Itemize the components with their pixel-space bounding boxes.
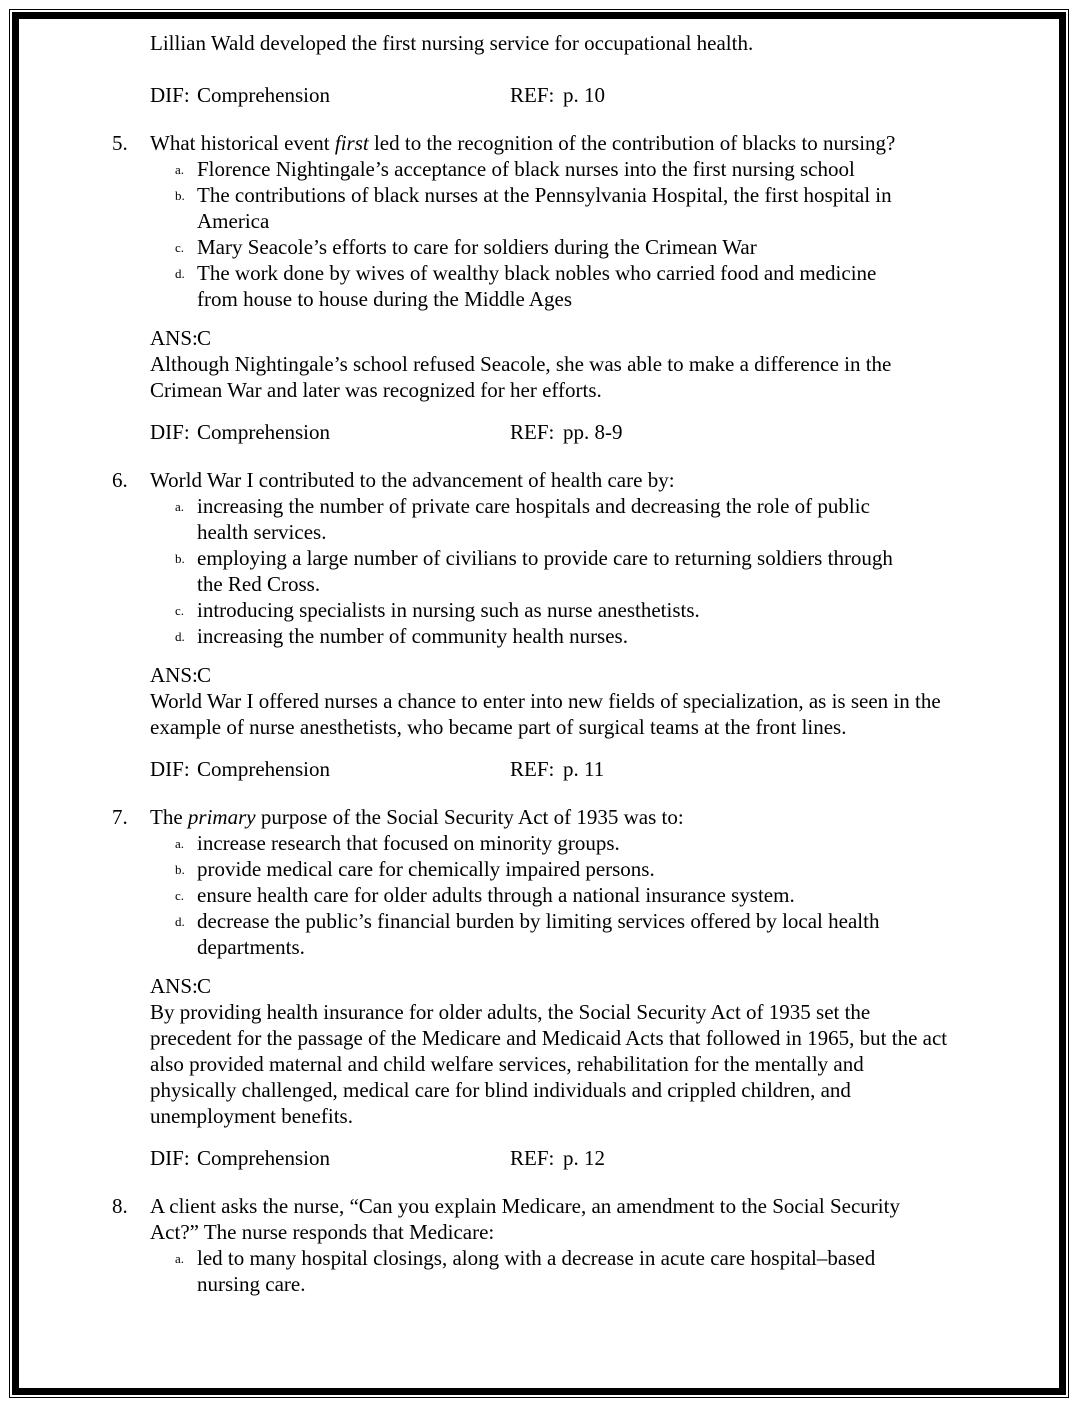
stem-text: A client asks the nurse, “Can you explain Medicare, an amendment to the Social Security Act?” The nurse responds that Medicare: <box>150 1194 900 1244</box>
answer-option-a <box>175 156 1059 182</box>
question-stem-row <box>112 467 1059 493</box>
question-stem-row <box>112 1193 1059 1245</box>
answer-option-a <box>175 493 1059 545</box>
option-letter: a. <box>175 836 185 851</box>
option-text: decrease the public’s financial burden by limiting services offered by local health departments. <box>197 909 880 959</box>
ans-value: C <box>197 326 212 350</box>
question-number: 8. <box>112 1194 128 1218</box>
question-stem <box>150 467 942 493</box>
ref-label: REF: <box>510 1146 555 1170</box>
option-text: The contributions of black nurses at the Pennsylvania Hospital, the first hospital in America <box>197 183 892 233</box>
dif-ref-line <box>150 1145 1059 1171</box>
question-number: 6. <box>112 468 128 492</box>
option-letter: c. <box>175 888 185 903</box>
dif-ref-line <box>150 82 1059 108</box>
stem-text: purpose of the Social Security Act of 1935 was to: <box>255 805 684 829</box>
stem-text: What historical event <box>150 131 335 155</box>
question-stem-row <box>112 130 1059 156</box>
option-letter: d. <box>175 266 185 281</box>
option-text: The work done by wives of wealthy black nobles who carried food and medicine from house to house during the Middle Ages <box>197 261 877 311</box>
option-text: increasing the number of community health nurses. <box>197 624 628 648</box>
dif-label: DIF: <box>150 83 190 107</box>
option-text: led to many hospital closings, along with a decrease in acute care hospital–based nursing care. <box>197 1246 876 1296</box>
option-text: introducing specialists in nursing such as nurse anesthetists. <box>197 598 700 622</box>
answer-option-b <box>175 856 1059 882</box>
stem-italic-text: primary <box>187 805 256 829</box>
ref-value: p. 10 <box>563 83 605 107</box>
dif-label: DIF: <box>150 420 190 444</box>
document-page <box>19 19 1059 1297</box>
question-5 <box>112 130 1059 445</box>
ans-label: ANS: <box>150 663 198 687</box>
dif-ref-line <box>150 756 1059 782</box>
ans-value: C <box>197 663 212 687</box>
dif-ref-line <box>150 419 1059 445</box>
answer-line <box>150 325 1059 351</box>
dif-label: DIF: <box>150 1146 190 1170</box>
question-8 <box>112 1193 1059 1297</box>
option-letter: b. <box>175 188 185 203</box>
rationale-fragment: Lillian Wald developed the first nursing service for occupational health. <box>150 31 754 55</box>
dif-label: DIF: <box>150 757 190 781</box>
option-letter: d. <box>175 629 185 644</box>
stem-text: led to the recognition of the contribution of blacks to nursing? <box>368 131 896 155</box>
dif-value: Comprehension <box>197 420 330 444</box>
answer-option-c <box>175 597 1059 623</box>
question-6 <box>112 467 1059 782</box>
stem-italic-text: first <box>334 131 369 155</box>
option-letter: a. <box>175 499 185 514</box>
option-text: increase research that focused on minority groups. <box>197 831 620 855</box>
question-7 <box>112 804 1059 1171</box>
ans-value: C <box>197 974 212 998</box>
stem-text: The <box>150 805 188 829</box>
ref-label: REF: <box>510 83 555 107</box>
answer-line <box>150 973 1059 999</box>
option-letter: a. <box>175 162 185 177</box>
rationale-text: World War I offered nurses a chance to enter into new fields of specialization, as is seen in the example of nurse anesthetists, who became part of surgical teams at the front lines. <box>150 689 941 739</box>
option-text: employing a large number of civilians to provide care to returning soldiers through the Red Cross. <box>197 546 893 596</box>
question-number: 5. <box>112 131 128 155</box>
ref-value: p. 11 <box>563 757 605 781</box>
dif-value: Comprehension <box>197 83 330 107</box>
rationale-text: By providing health insurance for older adults, the Social Security Act of 1935 set the precedent for the passage of the Medicare and Medicaid Acts that followed in 1965, but the act also provided maternal and child welfare services, rehabilitation for the mentally and physically challenged, medical care for blind individuals and crippled children, and unemployment benefits. <box>150 1000 948 1128</box>
answer-option-c <box>175 234 1059 260</box>
answer-option-a <box>175 830 1059 856</box>
option-text: provide medical care for chemically impaired persons. <box>197 857 655 881</box>
option-letter: a. <box>175 1251 185 1266</box>
question-stem <box>150 1193 942 1245</box>
rationale-text: Although Nightingale’s school refused Seacole, she was able to make a difference in the Crimean War and later was recognized for her efforts. <box>150 352 892 402</box>
page-border-inner <box>12 12 1066 1395</box>
question-number: 7. <box>112 805 128 829</box>
previous-question-tail <box>112 30 1059 108</box>
question-stem-row <box>112 804 1059 830</box>
answer-option-b <box>175 182 1059 234</box>
option-letter: b. <box>175 551 185 566</box>
option-letter: b. <box>175 862 185 877</box>
ans-label: ANS: <box>150 326 198 350</box>
answer-option-d <box>175 908 1059 960</box>
ans-label: ANS: <box>150 974 198 998</box>
ref-value: pp. 8-9 <box>563 420 623 444</box>
answer-line <box>150 662 1059 688</box>
answer-option-d <box>175 623 1059 649</box>
ref-value: p. 12 <box>563 1146 605 1170</box>
option-letter: c. <box>175 240 185 255</box>
dif-value: Comprehension <box>197 757 330 781</box>
answer-option-d <box>175 260 1059 312</box>
answer-option-a <box>175 1245 1059 1297</box>
stem-text: World War I contributed to the advancement of health care by: <box>150 468 675 492</box>
option-letter: d. <box>175 914 185 929</box>
answer-option-c <box>175 882 1059 908</box>
option-text: increasing the number of private care hospitals and decreasing the role of public health services. <box>197 494 870 544</box>
question-stem <box>150 130 942 156</box>
ref-label: REF: <box>510 420 555 444</box>
ref-label: REF: <box>510 757 555 781</box>
answer-option-b <box>175 545 1059 597</box>
page-border-outer <box>9 9 1069 1398</box>
option-letter: c. <box>175 603 185 618</box>
option-text: Mary Seacole’s efforts to care for soldiers during the Crimean War <box>197 235 757 259</box>
dif-value: Comprehension <box>197 1146 330 1170</box>
option-text: ensure health care for older adults through a national insurance system. <box>197 883 795 907</box>
option-text: Florence Nightingale’s acceptance of black nurses into the first nursing school <box>197 157 855 181</box>
question-stem <box>150 804 942 830</box>
